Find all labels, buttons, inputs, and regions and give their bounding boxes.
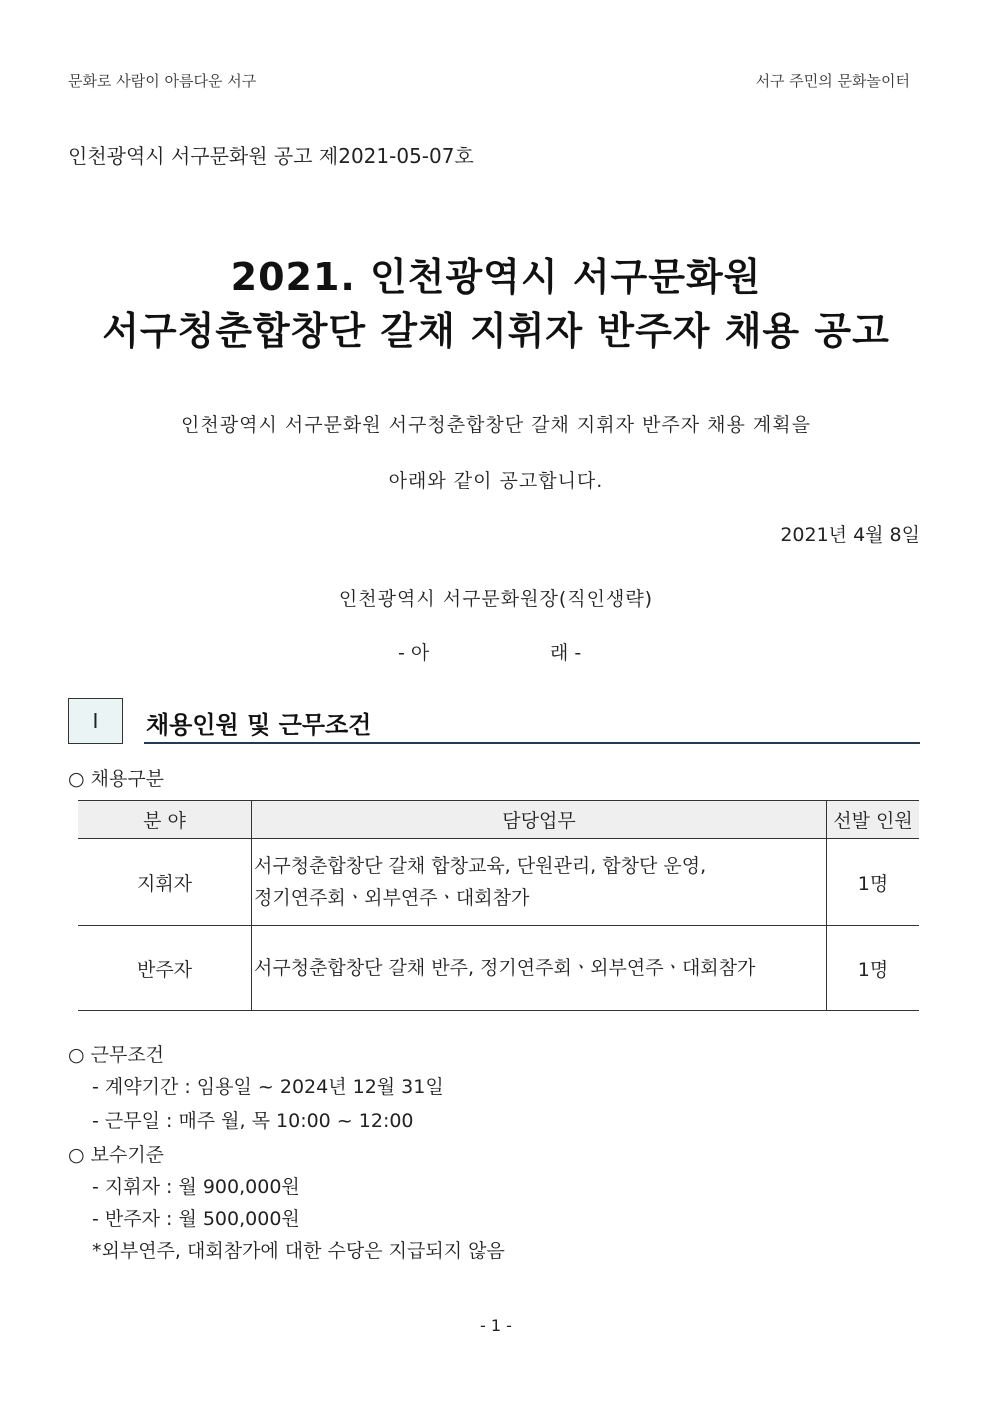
row-count: 1명: [827, 926, 920, 1011]
body-line-1: 인천광역시 서구문화원 서구청춘합창단 갈채 지휘자 반주자 채용 계획을: [181, 414, 811, 436]
condition-workdays: - 근무일 : 매주 월, 목 10:00 ~ 12:00: [92, 1110, 414, 1132]
below-left: - 아: [398, 642, 430, 664]
table-row: [78, 926, 919, 1011]
header-slogan-right: 서구 주민의 문화놀이터: [755, 72, 910, 90]
recruit-table: [78, 800, 919, 1011]
row-duty-line: 정기연주회ㆍ외부연주ㆍ대회참가: [254, 887, 530, 909]
row-count: 1명: [827, 839, 920, 926]
notice-number: 인천광역시 서구문화원 공고 제2021-05-07호: [68, 144, 474, 168]
body-line-2: 아래와 같이 공고합니다.: [388, 470, 604, 492]
signer: 인천광역시 서구문화원장(직인생략): [338, 588, 654, 610]
row-field: 반주자: [78, 926, 252, 1011]
table-header-count: 선발 인원: [827, 801, 920, 839]
table-row: [78, 839, 919, 926]
pay-note: *외부연주, 대회참가에 대한 수당은 지급되지 않음: [92, 1240, 505, 1262]
row-duty: [252, 839, 827, 926]
pay-heading: ○ 보수기준: [68, 1144, 165, 1166]
pay-conductor: - 지휘자 : 월 900,000원: [92, 1176, 300, 1198]
table-header-field: 분 야: [78, 801, 252, 839]
title-line-2: 서구청춘합창단 갈채 지휘자 반주자 채용 공고: [102, 309, 890, 353]
condition-contract-period: - 계약기간 : 임용일 ~ 2024년 12월 31일: [92, 1076, 444, 1098]
table-header-duty: 담당업무: [252, 801, 827, 839]
recruit-heading: ○ 채용구분: [68, 768, 165, 790]
notice-date: 2021년 4월 8일: [780, 524, 920, 546]
row-duty: [252, 926, 827, 1011]
page-number: - 1 -: [480, 1316, 512, 1335]
table-header-row: [78, 801, 919, 839]
pay-accompanist: - 반주자 : 월 500,000원: [92, 1208, 300, 1230]
header-slogan-left: 문화로 사람이 아름다운 서구: [68, 72, 257, 90]
row-duty-line: 서구청춘합창단 갈채 합창교육, 단원관리, 합창단 운영,: [254, 855, 707, 877]
row-duty-line: 서구청춘합창단 갈채 반주, 정기연주회ㆍ외부연주ㆍ대회참가: [254, 957, 756, 979]
title-line-1: 2021. 인천광역시 서구문화원: [230, 255, 762, 299]
below-right: 래 -: [550, 642, 582, 664]
conditions-heading: ○ 근무조건: [68, 1044, 165, 1066]
section-title: 채용인원 및 근무조건: [146, 711, 372, 739]
row-field: 지휘자: [78, 839, 252, 926]
section-number-box: [68, 698, 123, 744]
section-underline: [144, 742, 920, 744]
section-number: Ⅰ: [92, 709, 99, 733]
